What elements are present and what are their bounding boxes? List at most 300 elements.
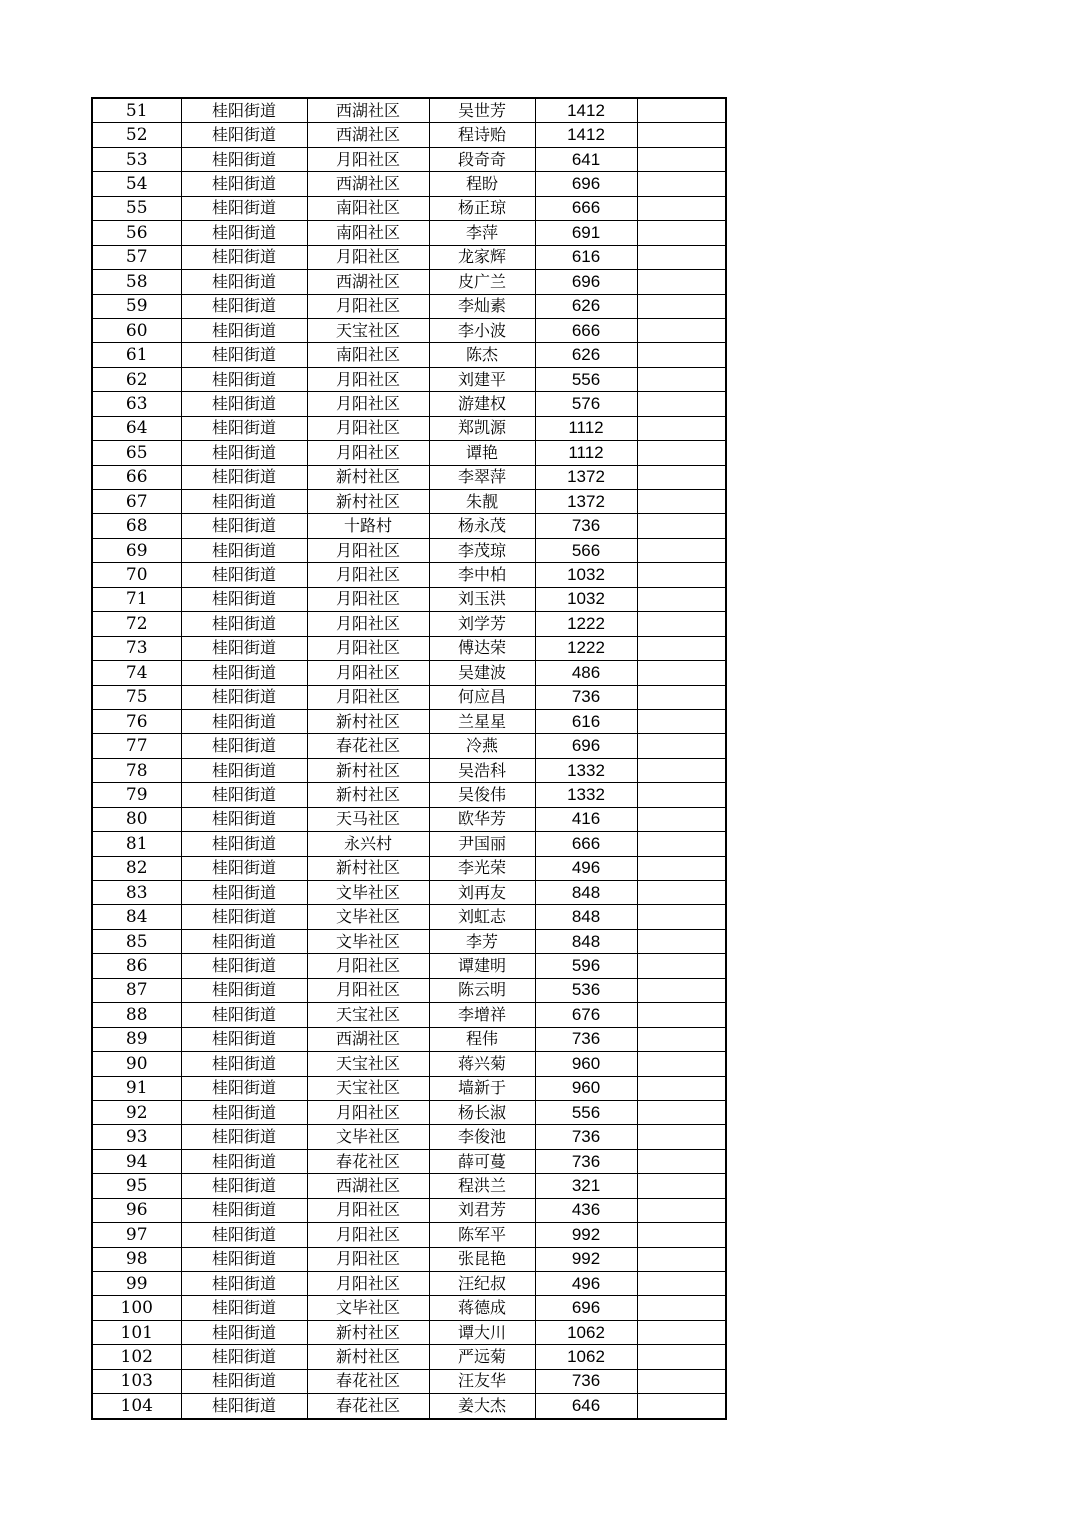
- community-cell: 月阳社区: [307, 416, 429, 440]
- row-number-cell: 92: [92, 1100, 181, 1124]
- table-row: [92, 294, 726, 318]
- note-cell: [637, 1174, 726, 1198]
- note-cell: [637, 1198, 726, 1222]
- row-number-cell: 86: [92, 954, 181, 978]
- community-cell: 新村社区: [307, 490, 429, 514]
- amount-cell: 626: [535, 343, 637, 367]
- table-row: [92, 318, 726, 342]
- note-cell: [637, 392, 726, 416]
- note-cell: [637, 807, 726, 831]
- amount-cell: 696: [535, 1296, 637, 1320]
- table-row: [92, 1149, 726, 1173]
- amount-cell: 666: [535, 832, 637, 856]
- row-number-cell: 83: [92, 881, 181, 905]
- community-cell: 月阳社区: [307, 685, 429, 709]
- table-row: [92, 416, 726, 440]
- community-cell: 永兴村: [307, 832, 429, 856]
- table-row: [92, 563, 726, 587]
- community-cell: 十路村: [307, 514, 429, 538]
- street-cell: 桂阳街道: [181, 392, 307, 416]
- note-cell: [637, 514, 726, 538]
- table-row: [92, 98, 726, 123]
- table-row: [92, 1125, 726, 1149]
- note-cell: [637, 538, 726, 562]
- community-cell: 文毕社区: [307, 881, 429, 905]
- amount-cell: 576: [535, 392, 637, 416]
- community-cell: 月阳社区: [307, 661, 429, 685]
- name-cell: 欧华芳: [429, 807, 535, 831]
- name-cell: 汪纪叔: [429, 1272, 535, 1296]
- amount-cell: 646: [535, 1394, 637, 1419]
- community-cell: 月阳社区: [307, 612, 429, 636]
- name-cell: 朱靓: [429, 490, 535, 514]
- community-cell: 新村社区: [307, 856, 429, 880]
- community-cell: 西湖社区: [307, 1174, 429, 1198]
- table-row: [92, 881, 726, 905]
- amount-cell: 696: [535, 172, 637, 196]
- community-cell: 月阳社区: [307, 367, 429, 391]
- table-row: [92, 1320, 726, 1344]
- note-cell: [637, 1003, 726, 1027]
- community-cell: 西湖社区: [307, 270, 429, 294]
- street-cell: 桂阳街道: [181, 587, 307, 611]
- spreadsheet-table: [91, 97, 727, 1420]
- name-cell: 程伟: [429, 1027, 535, 1051]
- row-number-cell: 97: [92, 1223, 181, 1247]
- note-cell: [637, 196, 726, 220]
- name-cell: 游建权: [429, 392, 535, 416]
- table-row: [92, 905, 726, 929]
- street-cell: 桂阳街道: [181, 270, 307, 294]
- street-cell: 桂阳街道: [181, 636, 307, 660]
- community-cell: 新村社区: [307, 465, 429, 489]
- table-row: [92, 172, 726, 196]
- row-number-cell: 72: [92, 612, 181, 636]
- community-cell: 月阳社区: [307, 441, 429, 465]
- amount-cell: 1062: [535, 1345, 637, 1369]
- table-row: [92, 856, 726, 880]
- street-cell: 桂阳街道: [181, 881, 307, 905]
- note-cell: [637, 98, 726, 123]
- note-cell: [637, 1247, 726, 1271]
- note-cell: [637, 441, 726, 465]
- street-cell: 桂阳街道: [181, 661, 307, 685]
- table-row: [92, 1247, 726, 1271]
- table-row: [92, 1394, 726, 1419]
- row-number-cell: 57: [92, 245, 181, 269]
- name-cell: 吴浩科: [429, 758, 535, 782]
- note-cell: [637, 758, 726, 782]
- name-cell: 刘学芳: [429, 612, 535, 636]
- street-cell: 桂阳街道: [181, 685, 307, 709]
- amount-cell: 1032: [535, 563, 637, 587]
- amount-cell: 496: [535, 856, 637, 880]
- name-cell: 李光荣: [429, 856, 535, 880]
- note-cell: [637, 1052, 726, 1076]
- street-cell: 桂阳街道: [181, 1320, 307, 1344]
- amount-cell: 1032: [535, 587, 637, 611]
- community-cell: 文毕社区: [307, 905, 429, 929]
- note-cell: [637, 612, 726, 636]
- row-number-cell: 80: [92, 807, 181, 831]
- amount-cell: 641: [535, 147, 637, 171]
- note-cell: [637, 881, 726, 905]
- amount-cell: 1112: [535, 441, 637, 465]
- community-cell: 南阳社区: [307, 221, 429, 245]
- note-cell: [637, 343, 726, 367]
- table-row: [92, 196, 726, 220]
- row-number-cell: 74: [92, 661, 181, 685]
- row-number-cell: 78: [92, 758, 181, 782]
- amount-cell: 1222: [535, 636, 637, 660]
- row-number-cell: 58: [92, 270, 181, 294]
- table-row: [92, 1369, 726, 1393]
- table-row: [92, 538, 726, 562]
- amount-cell: 321: [535, 1174, 637, 1198]
- street-cell: 桂阳街道: [181, 856, 307, 880]
- street-cell: 桂阳街道: [181, 1198, 307, 1222]
- row-number-cell: 96: [92, 1198, 181, 1222]
- table-row: [92, 245, 726, 269]
- name-cell: 皮广兰: [429, 270, 535, 294]
- amount-cell: 960: [535, 1076, 637, 1100]
- name-cell: 李萍: [429, 221, 535, 245]
- name-cell: 兰星星: [429, 709, 535, 733]
- street-cell: 桂阳街道: [181, 1394, 307, 1419]
- name-cell: 薛可蔓: [429, 1149, 535, 1173]
- note-cell: [637, 587, 726, 611]
- street-cell: 桂阳街道: [181, 563, 307, 587]
- row-number-cell: 66: [92, 465, 181, 489]
- name-cell: 郑凯源: [429, 416, 535, 440]
- community-cell: 南阳社区: [307, 196, 429, 220]
- community-cell: 月阳社区: [307, 636, 429, 660]
- community-cell: 月阳社区: [307, 1272, 429, 1296]
- community-cell: 天宝社区: [307, 1052, 429, 1076]
- note-cell: [637, 636, 726, 660]
- name-cell: 尹国丽: [429, 832, 535, 856]
- amount-cell: 736: [535, 1027, 637, 1051]
- name-cell: 谭建明: [429, 954, 535, 978]
- amount-cell: 616: [535, 709, 637, 733]
- row-number-cell: 63: [92, 392, 181, 416]
- name-cell: 杨永茂: [429, 514, 535, 538]
- row-number-cell: 103: [92, 1369, 181, 1393]
- amount-cell: 736: [535, 1149, 637, 1173]
- street-cell: 桂阳街道: [181, 1272, 307, 1296]
- name-cell: 段奇奇: [429, 147, 535, 171]
- amount-cell: 848: [535, 929, 637, 953]
- table-row: [92, 270, 726, 294]
- row-number-cell: 93: [92, 1125, 181, 1149]
- note-cell: [637, 490, 726, 514]
- community-cell: 新村社区: [307, 758, 429, 782]
- note-cell: [637, 856, 726, 880]
- row-number-cell: 77: [92, 734, 181, 758]
- row-number-cell: 76: [92, 709, 181, 733]
- street-cell: 桂阳街道: [181, 367, 307, 391]
- note-cell: [637, 1100, 726, 1124]
- table-row: [92, 783, 726, 807]
- amount-cell: 1112: [535, 416, 637, 440]
- name-cell: 李中柏: [429, 563, 535, 587]
- street-cell: 桂阳街道: [181, 734, 307, 758]
- row-number-cell: 70: [92, 563, 181, 587]
- note-cell: [637, 954, 726, 978]
- name-cell: 何应昌: [429, 685, 535, 709]
- name-cell: 李灿素: [429, 294, 535, 318]
- street-cell: 桂阳街道: [181, 147, 307, 171]
- row-number-cell: 101: [92, 1320, 181, 1344]
- street-cell: 桂阳街道: [181, 807, 307, 831]
- table-row: [92, 636, 726, 660]
- row-number-cell: 87: [92, 978, 181, 1002]
- note-cell: [637, 978, 726, 1002]
- row-number-cell: 59: [92, 294, 181, 318]
- street-cell: 桂阳街道: [181, 954, 307, 978]
- table-row: [92, 1076, 726, 1100]
- community-cell: 月阳社区: [307, 1223, 429, 1247]
- note-cell: [637, 172, 726, 196]
- community-cell: 月阳社区: [307, 1198, 429, 1222]
- name-cell: 陈云明: [429, 978, 535, 1002]
- amount-cell: 696: [535, 270, 637, 294]
- name-cell: 程诗贻: [429, 123, 535, 147]
- table-row: [92, 1345, 726, 1369]
- table-row: [92, 392, 726, 416]
- street-cell: 桂阳街道: [181, 1003, 307, 1027]
- table-row: [92, 367, 726, 391]
- note-cell: [637, 1076, 726, 1100]
- amount-cell: 696: [535, 734, 637, 758]
- amount-cell: 556: [535, 367, 637, 391]
- amount-cell: 992: [535, 1223, 637, 1247]
- table-row: [92, 612, 726, 636]
- street-cell: 桂阳街道: [181, 221, 307, 245]
- amount-cell: 536: [535, 978, 637, 1002]
- community-cell: 新村社区: [307, 709, 429, 733]
- street-cell: 桂阳街道: [181, 758, 307, 782]
- community-cell: 新村社区: [307, 1345, 429, 1369]
- table-row: [92, 1223, 726, 1247]
- table-row: [92, 1198, 726, 1222]
- name-cell: 陈军平: [429, 1223, 535, 1247]
- table-row: [92, 514, 726, 538]
- name-cell: 蒋德成: [429, 1296, 535, 1320]
- street-cell: 桂阳街道: [181, 978, 307, 1002]
- community-cell: 春花社区: [307, 734, 429, 758]
- note-cell: [637, 123, 726, 147]
- amount-cell: 486: [535, 661, 637, 685]
- table-row: [92, 929, 726, 953]
- table-row: [92, 1052, 726, 1076]
- street-cell: 桂阳街道: [181, 196, 307, 220]
- row-number-cell: 85: [92, 929, 181, 953]
- name-cell: 李俊池: [429, 1125, 535, 1149]
- amount-cell: 556: [535, 1100, 637, 1124]
- street-cell: 桂阳街道: [181, 905, 307, 929]
- row-number-cell: 90: [92, 1052, 181, 1076]
- community-cell: 月阳社区: [307, 245, 429, 269]
- community-cell: 月阳社区: [307, 147, 429, 171]
- row-number-cell: 54: [92, 172, 181, 196]
- note-cell: [637, 685, 726, 709]
- street-cell: 桂阳街道: [181, 1247, 307, 1271]
- community-cell: 月阳社区: [307, 1247, 429, 1271]
- table-body: [92, 98, 726, 1419]
- row-number-cell: 95: [92, 1174, 181, 1198]
- note-cell: [637, 367, 726, 391]
- table-row: [92, 1272, 726, 1296]
- note-cell: [637, 1125, 726, 1149]
- note-cell: [637, 1149, 726, 1173]
- street-cell: 桂阳街道: [181, 416, 307, 440]
- amount-cell: 1062: [535, 1320, 637, 1344]
- street-cell: 桂阳街道: [181, 1345, 307, 1369]
- note-cell: [637, 147, 726, 171]
- table-row: [92, 343, 726, 367]
- street-cell: 桂阳街道: [181, 98, 307, 123]
- note-cell: [637, 709, 726, 733]
- street-cell: 桂阳街道: [181, 1125, 307, 1149]
- amount-cell: 1222: [535, 612, 637, 636]
- name-cell: 汪友华: [429, 1369, 535, 1393]
- note-cell: [637, 318, 726, 342]
- amount-cell: 1332: [535, 783, 637, 807]
- note-cell: [637, 661, 726, 685]
- community-cell: 西湖社区: [307, 123, 429, 147]
- community-cell: 新村社区: [307, 783, 429, 807]
- community-cell: 文毕社区: [307, 929, 429, 953]
- amount-cell: 626: [535, 294, 637, 318]
- street-cell: 桂阳街道: [181, 514, 307, 538]
- row-number-cell: 99: [92, 1272, 181, 1296]
- name-cell: 吴建波: [429, 661, 535, 685]
- row-number-cell: 68: [92, 514, 181, 538]
- name-cell: 杨正琼: [429, 196, 535, 220]
- street-cell: 桂阳街道: [181, 172, 307, 196]
- name-cell: 吴世芳: [429, 98, 535, 123]
- amount-cell: 960: [535, 1052, 637, 1076]
- community-cell: 月阳社区: [307, 392, 429, 416]
- note-cell: [637, 734, 726, 758]
- table-row: [92, 734, 726, 758]
- street-cell: 桂阳街道: [181, 929, 307, 953]
- street-cell: 桂阳街道: [181, 1369, 307, 1393]
- amount-cell: 416: [535, 807, 637, 831]
- row-number-cell: 69: [92, 538, 181, 562]
- note-cell: [637, 294, 726, 318]
- name-cell: 李翠萍: [429, 465, 535, 489]
- note-cell: [637, 929, 726, 953]
- street-cell: 桂阳街道: [181, 245, 307, 269]
- name-cell: 严远菊: [429, 1345, 535, 1369]
- row-number-cell: 81: [92, 832, 181, 856]
- community-cell: 月阳社区: [307, 587, 429, 611]
- row-number-cell: 60: [92, 318, 181, 342]
- table-row: [92, 1027, 726, 1051]
- table-row: [92, 147, 726, 171]
- table-row: [92, 1100, 726, 1124]
- name-cell: 李芳: [429, 929, 535, 953]
- street-cell: 桂阳街道: [181, 1296, 307, 1320]
- amount-cell: 736: [535, 1369, 637, 1393]
- street-cell: 桂阳街道: [181, 490, 307, 514]
- name-cell: 吴俊伟: [429, 783, 535, 807]
- amount-cell: 566: [535, 538, 637, 562]
- row-number-cell: 104: [92, 1394, 181, 1419]
- street-cell: 桂阳街道: [181, 832, 307, 856]
- table-row: [92, 1174, 726, 1198]
- row-number-cell: 71: [92, 587, 181, 611]
- name-cell: 陈杰: [429, 343, 535, 367]
- amount-cell: 1412: [535, 98, 637, 123]
- street-cell: 桂阳街道: [181, 612, 307, 636]
- row-number-cell: 67: [92, 490, 181, 514]
- row-number-cell: 100: [92, 1296, 181, 1320]
- table-row: [92, 758, 726, 782]
- community-cell: 春花社区: [307, 1394, 429, 1419]
- street-cell: 桂阳街道: [181, 538, 307, 562]
- amount-cell: 666: [535, 196, 637, 220]
- row-number-cell: 88: [92, 1003, 181, 1027]
- name-cell: 刘虹志: [429, 905, 535, 929]
- name-cell: 蒋兴菊: [429, 1052, 535, 1076]
- row-number-cell: 65: [92, 441, 181, 465]
- community-cell: 月阳社区: [307, 563, 429, 587]
- note-cell: [637, 905, 726, 929]
- name-cell: 姜大杰: [429, 1394, 535, 1419]
- note-cell: [637, 1027, 726, 1051]
- row-number-cell: 91: [92, 1076, 181, 1100]
- row-number-cell: 89: [92, 1027, 181, 1051]
- name-cell: 谭艳: [429, 441, 535, 465]
- community-cell: 文毕社区: [307, 1296, 429, 1320]
- community-cell: 新村社区: [307, 1320, 429, 1344]
- street-cell: 桂阳街道: [181, 343, 307, 367]
- name-cell: 傅达荣: [429, 636, 535, 660]
- name-cell: 杨长淑: [429, 1100, 535, 1124]
- row-number-cell: 51: [92, 98, 181, 123]
- note-cell: [637, 1223, 726, 1247]
- name-cell: 刘玉洪: [429, 587, 535, 611]
- amount-cell: 736: [535, 1125, 637, 1149]
- table-row: [92, 709, 726, 733]
- amount-cell: 666: [535, 318, 637, 342]
- row-number-cell: 61: [92, 343, 181, 367]
- street-cell: 桂阳街道: [181, 1027, 307, 1051]
- amount-cell: 496: [535, 1272, 637, 1296]
- street-cell: 桂阳街道: [181, 123, 307, 147]
- community-cell: 西湖社区: [307, 1027, 429, 1051]
- row-number-cell: 52: [92, 123, 181, 147]
- name-cell: 谭大川: [429, 1320, 535, 1344]
- name-cell: 程洪兰: [429, 1174, 535, 1198]
- note-cell: [637, 465, 726, 489]
- row-number-cell: 55: [92, 196, 181, 220]
- street-cell: 桂阳街道: [181, 1174, 307, 1198]
- street-cell: 桂阳街道: [181, 709, 307, 733]
- amount-cell: 736: [535, 685, 637, 709]
- community-cell: 月阳社区: [307, 1100, 429, 1124]
- amount-cell: 848: [535, 905, 637, 929]
- name-cell: 龙家辉: [429, 245, 535, 269]
- row-number-cell: 82: [92, 856, 181, 880]
- street-cell: 桂阳街道: [181, 783, 307, 807]
- row-number-cell: 84: [92, 905, 181, 929]
- table-row: [92, 832, 726, 856]
- note-cell: [637, 270, 726, 294]
